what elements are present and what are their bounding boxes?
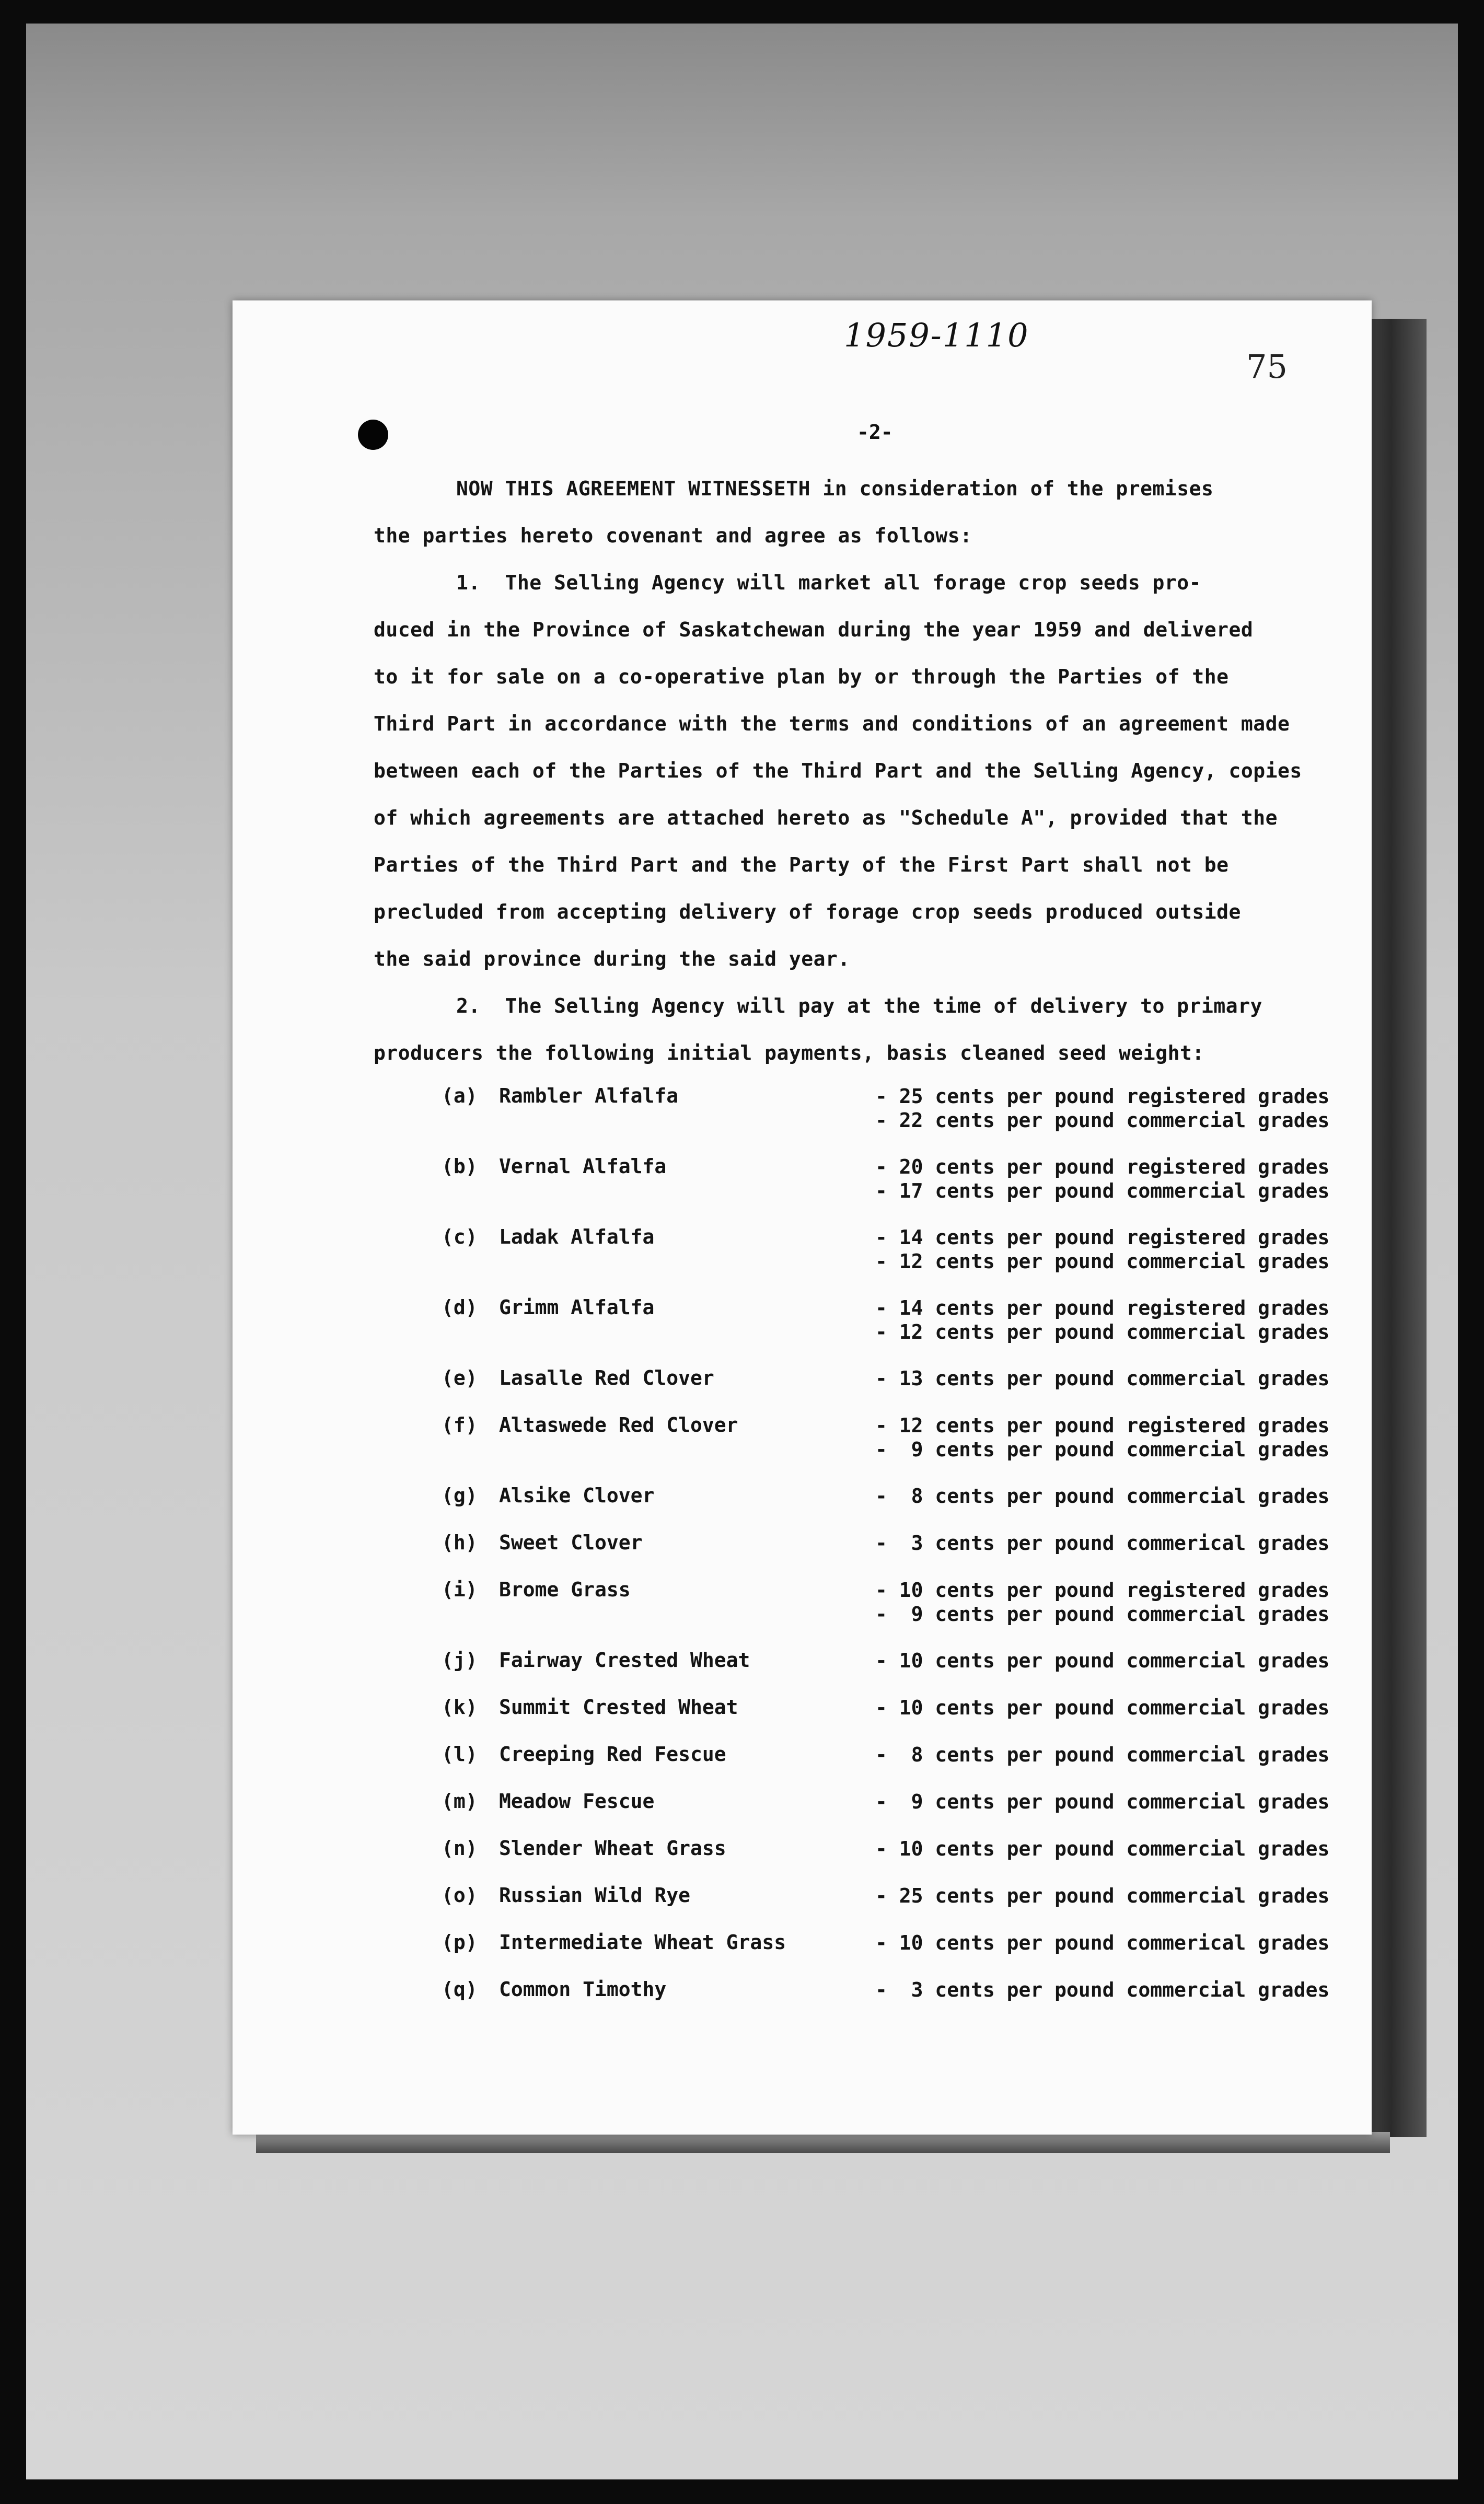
clause-1-line-5: between each of the Parties of the Third Part and the Selling Agency, copies: [374, 759, 1302, 782]
rate-values: [875, 1978, 1329, 2002]
rate-values: [875, 1696, 1329, 1720]
rate-line: - 20 cents per pound registered grades: [875, 1155, 1330, 1178]
rate-line: - 22 cents per pound commercial grades: [875, 1109, 1330, 1132]
rate-line: - 9 cents per pound commercial grades: [875, 1790, 1330, 1813]
punch-hole: [358, 420, 388, 450]
rate-values: [875, 1790, 1329, 1814]
clause-1-line-2: duced in the Province of Saskatchewan during the year 1959 and delivered: [374, 618, 1254, 641]
rate-values: [875, 1837, 1329, 1861]
rate-item-letter: (h): [442, 1531, 478, 1554]
rate-values: [875, 1155, 1329, 1203]
rate-values: [875, 1413, 1329, 1462]
rate-line: - 10 cents per pound commercial grades: [875, 1649, 1330, 1672]
clause-1-line-3: to it for sale on a co-operative plan by or through the Parties of the: [374, 665, 1229, 688]
rate-line: - 12 cents per pound commercial grades: [875, 1320, 1330, 1343]
handwritten-reference: 1959-1110: [844, 316, 1029, 354]
rate-item: [233, 1484, 1372, 1536]
clause-2-line-2: producers the following initial payments, basis cleaned seed weight:: [374, 1041, 1204, 1064]
seed-variety-name: Fairway Crested Wheat: [499, 1649, 750, 1672]
rate-line: - 3 cents per pound commercial grades: [875, 1978, 1330, 2001]
rate-values: [875, 1084, 1329, 1132]
rate-line: - 10 cents per pound commercial grades: [875, 1696, 1330, 1719]
rate-line: - 10 cents per pound commerical grades: [875, 1931, 1330, 1954]
rate-item-letter: (a): [442, 1084, 478, 1107]
rate-item: [233, 1931, 1372, 1983]
rate-item-letter: (q): [442, 1978, 478, 2001]
seed-variety-name: Grimm Alfalfa: [499, 1296, 655, 1319]
intro-line-1: NOW THIS AGREEMENT WITNESSETH in consideration of the premises: [456, 477, 1214, 500]
page-bottom-shadow: [256, 2132, 1390, 2153]
rate-item: [233, 1837, 1372, 1889]
rate-line: - 25 cents per pound commercial grades: [875, 1884, 1330, 1907]
rate-line: - 9 cents per pound commercial grades: [875, 1438, 1330, 1461]
clause-1-line-8: precluded from accepting delivery of forage crop seeds produced outside: [374, 900, 1241, 923]
seed-variety-name: Summit Crested Wheat: [499, 1696, 738, 1719]
seed-variety-name: Altaswede Red Clover: [499, 1413, 738, 1436]
rate-line: - 8 cents per pound commercial grades: [875, 1485, 1330, 1508]
rate-item-letter: (j): [442, 1649, 478, 1672]
rate-item: [233, 1225, 1372, 1278]
rate-item-letter: (m): [442, 1790, 478, 1813]
clause-2-line-1: 2. The Selling Agency will pay at the time of delivery to primary: [456, 994, 1262, 1017]
rate-item-letter: (d): [442, 1296, 478, 1319]
rate-line: - 14 cents per pound registered grades: [875, 1226, 1330, 1249]
rate-item-letter: (p): [442, 1931, 478, 1954]
rate-item-letter: (o): [442, 1884, 478, 1907]
clause-1-line-9: the said province during the said year.: [374, 947, 850, 970]
seed-variety-name: Vernal Alfalfa: [499, 1155, 667, 1178]
clause-1-line-1: 1. The Selling Agency will market all forage crop seeds pro-: [456, 571, 1202, 594]
seed-variety-name: Slender Wheat Grass: [499, 1837, 726, 1860]
rate-item: [233, 1696, 1372, 1748]
rate-item: [233, 1978, 1372, 2030]
rate-values: [875, 1531, 1329, 1555]
seed-variety-name: Meadow Fescue: [499, 1790, 655, 1813]
rate-line: - 10 cents per pound commercial grades: [875, 1837, 1330, 1860]
rate-item-letter: (b): [442, 1155, 478, 1178]
seed-variety-name: Russian Wild Rye: [499, 1884, 691, 1907]
rate-item: [233, 1790, 1372, 1842]
clause-1-line-7: Parties of the Third Part and the Party of the First Part shall not be: [374, 853, 1229, 876]
rate-values: [875, 1649, 1329, 1673]
rate-item: [233, 1531, 1372, 1583]
rate-item: [233, 1649, 1372, 1701]
rate-line: - 3 cents per pound commerical grades: [875, 1532, 1330, 1555]
rate-line: - 10 cents per pound registered grades: [875, 1579, 1330, 1602]
rate-line: - 25 cents per pound registered grades: [875, 1085, 1330, 1108]
rate-values: [875, 1296, 1329, 1344]
rate-line: - 13 cents per pound commercial grades: [875, 1367, 1330, 1390]
rate-values: [875, 1225, 1329, 1273]
rate-values: [875, 1743, 1329, 1767]
seed-variety-name: Alsike Clover: [499, 1484, 655, 1507]
seed-variety-name: Rambler Alfalfa: [499, 1084, 679, 1107]
rate-item: [233, 1296, 1372, 1348]
rate-values: [875, 1931, 1329, 1955]
seed-variety-name: Brome Grass: [499, 1578, 631, 1601]
rate-item: [233, 1884, 1372, 1936]
rate-item-letter: (l): [442, 1743, 478, 1766]
rate-values: [875, 1366, 1329, 1390]
rate-line: - 9 cents per pound commercial grades: [875, 1603, 1330, 1626]
rate-values: [875, 1578, 1329, 1626]
rate-line: - 14 cents per pound registered grades: [875, 1296, 1330, 1319]
rate-values: [875, 1884, 1329, 1908]
rate-line: - 17 cents per pound commercial grades: [875, 1179, 1330, 1202]
rate-item-letter: (c): [442, 1225, 478, 1248]
rate-item-letter: (e): [442, 1366, 478, 1389]
rate-item-letter: (k): [442, 1696, 478, 1719]
seed-variety-name: Ladak Alfalfa: [499, 1225, 655, 1248]
rate-item-letter: (g): [442, 1484, 478, 1507]
rate-item: [233, 1413, 1372, 1466]
seed-variety-name: Common Timothy: [499, 1978, 667, 2001]
seed-variety-name: Intermediate Wheat Grass: [499, 1931, 786, 1954]
rate-item: [233, 1084, 1372, 1137]
rate-item: [233, 1155, 1372, 1207]
page-marker: -2-: [857, 421, 893, 444]
rate-line: - 12 cents per pound registered grades: [875, 1414, 1330, 1437]
seed-variety-name: Lasalle Red Clover: [499, 1366, 714, 1389]
clause-1-line-6: of which agreements are attached hereto as "Schedule A", provided that the: [374, 806, 1278, 829]
rate-item: [233, 1743, 1372, 1795]
rate-item-letter: (f): [442, 1413, 478, 1436]
document-page: [233, 300, 1372, 2135]
rate-item: [233, 1578, 1372, 1630]
seed-variety-name: Creeping Red Fescue: [499, 1743, 726, 1766]
intro-line-2: the parties hereto covenant and agree as follows:: [374, 524, 972, 547]
clause-1-line-4: Third Part in accordance with the terms and conditions of an agreement made: [374, 712, 1290, 735]
rate-item: [233, 1366, 1372, 1419]
rate-line: - 8 cents per pound commercial grades: [875, 1743, 1330, 1766]
rate-item-letter: (i): [442, 1578, 478, 1601]
rate-line: - 12 cents per pound commercial grades: [875, 1250, 1330, 1273]
rate-item-letter: (n): [442, 1837, 478, 1860]
rate-values: [875, 1484, 1329, 1508]
seed-variety-name: Sweet Clover: [499, 1531, 643, 1554]
stamped-page-number: 75: [1246, 347, 1288, 386]
